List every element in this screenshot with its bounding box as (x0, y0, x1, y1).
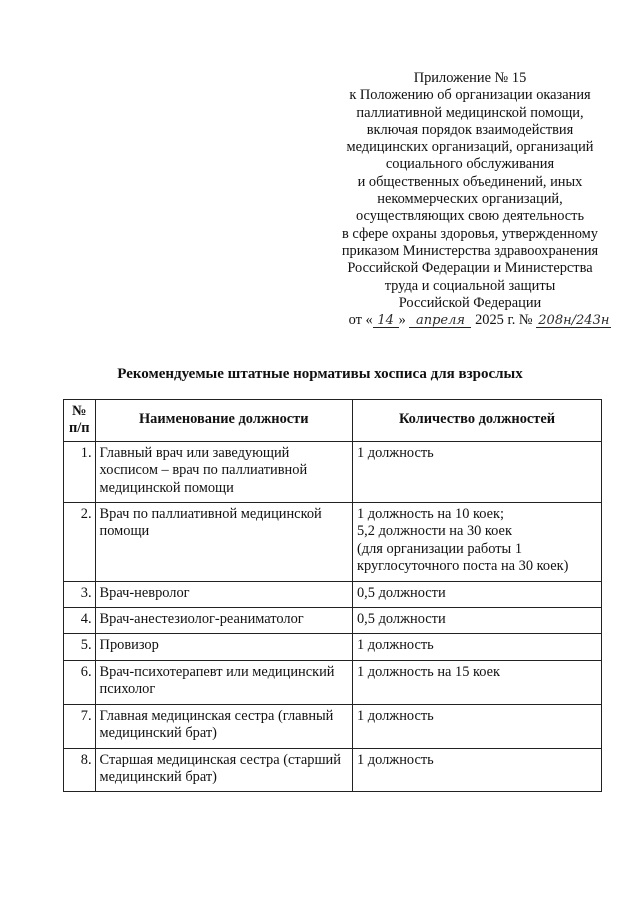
date-year: 2025 г. № (475, 312, 533, 329)
position-name: Старшая медицинская сестра (старший медицинский брат) (95, 748, 352, 792)
position-name: Врач-невролог (95, 581, 352, 607)
table-row (64, 503, 602, 582)
table-row (64, 748, 602, 792)
table-row (64, 704, 602, 748)
position-name: Врач по паллиативной медицинской помощи (95, 503, 352, 582)
position-count: 0,5 должности (352, 608, 601, 634)
date-mid: » (398, 312, 406, 329)
appendix-line: социального обслуживания (385, 156, 555, 173)
date-prefix: от « (348, 312, 373, 329)
row-number: 8. (64, 748, 96, 792)
position-name: Врач-анестезиолог-реаниматолог (95, 608, 352, 634)
table-row (64, 660, 602, 704)
handwritten-day: 14 (373, 314, 399, 328)
appendix-line: приказом Министерства здравоохранения (341, 242, 599, 259)
position-count: 0,5 должности (352, 581, 601, 607)
position-name: Провизор (95, 634, 352, 660)
header-number: № п/п (64, 400, 96, 442)
order-date-line (338, 312, 622, 329)
position-count: 1 должность (352, 441, 601, 502)
appendix-line: включая порядок взаимодействия (366, 121, 574, 138)
table-header-row (64, 400, 602, 442)
document-title: Рекомендуемые штатные нормативы хосписа для взрослых (117, 366, 523, 382)
appendix-line: осуществляющих свою деятельность (355, 208, 585, 225)
handwritten-month: апреля (409, 314, 471, 328)
position-name: Главная медицинская сестра (главный медицинский брат) (95, 704, 352, 748)
handwritten-order-number: 208н/243н (538, 313, 610, 329)
position-name: Врач-психотерапевт или медицинский психолог (95, 660, 352, 704)
position-name: Главный врач или заведующий хосписом – врач по паллиативной медицинской помощи (95, 441, 352, 502)
appendix-line: паллиативной медицинской помощи, (356, 104, 584, 121)
position-count: 1 должность (352, 704, 601, 748)
appendix-line: Российской Федерации (398, 294, 542, 311)
position-count: 1 должность на 15 коек (352, 660, 601, 704)
row-number: 2. (64, 503, 96, 582)
row-number: 5. (64, 634, 96, 660)
header-position-count: Количество должностей (352, 400, 601, 442)
appendix-line: труда и социальной защиты (384, 277, 556, 294)
position-count: 1 должность (352, 748, 601, 792)
row-number: 7. (64, 704, 96, 748)
table-row (64, 608, 602, 634)
table-row (64, 581, 602, 607)
row-number: 3. (64, 581, 96, 607)
appendix-line: некоммерческих организаций, (377, 191, 563, 208)
appendix-line: к Положению об организации оказания (349, 87, 591, 104)
appendix-line: Приложение № 15 (413, 70, 527, 86)
row-number: 4. (64, 608, 96, 634)
position-count: 1 должность на 10 коек; 5,2 должности на 30 коек (для организации работы 1 круглосуточного поста на 30 коек) (352, 503, 601, 582)
row-number: 6. (64, 660, 96, 704)
appendix-line: медицинских организаций, организаций (346, 139, 594, 156)
appendix-header (318, 70, 622, 329)
table-row (64, 634, 602, 660)
staffing-table (63, 399, 602, 792)
row-number: 1. (64, 441, 96, 502)
appendix-line: и общественных объединений, иных (357, 173, 583, 190)
appendix-line: в сфере охраны здоровья, утвержденному (342, 225, 598, 242)
appendix-line: Российской Федерации и Министерства (347, 260, 593, 277)
header-position-name: Наименование должности (95, 400, 352, 442)
table-row (64, 441, 602, 502)
position-count: 1 должность (352, 634, 601, 660)
